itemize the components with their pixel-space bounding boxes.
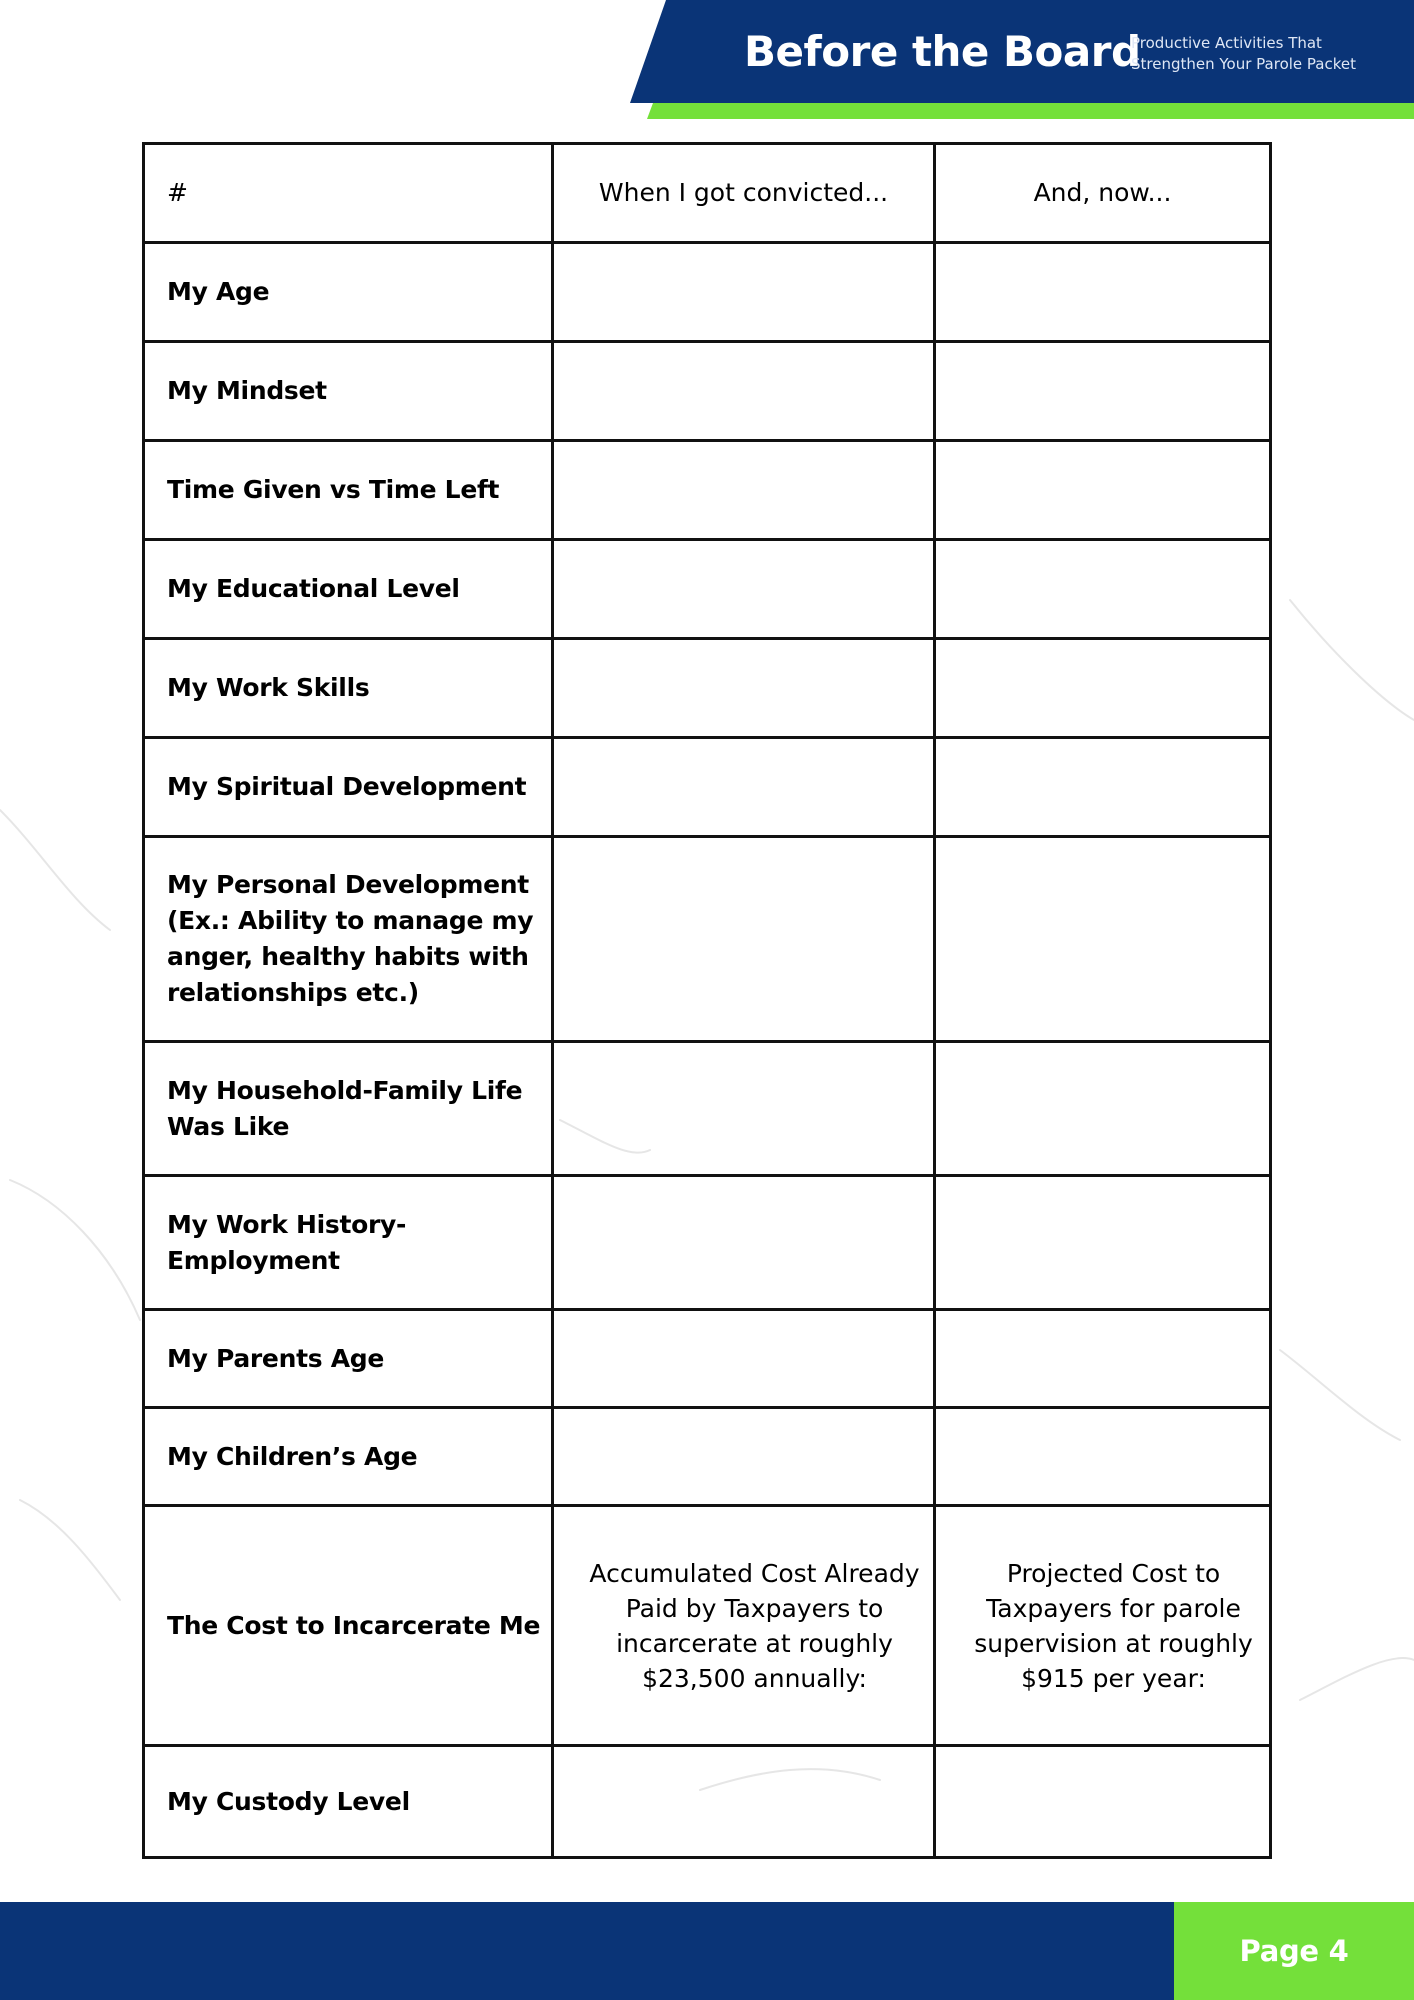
then-cell[interactable]: [553, 540, 935, 639]
table-row: [144, 738, 1271, 837]
page-number: Page 4: [1239, 1934, 1349, 1968]
now-cell[interactable]: [935, 639, 1271, 738]
now-cell[interactable]: [935, 1408, 1271, 1506]
subtitle-line-1: Productive Activities That: [1131, 34, 1322, 52]
now-cell[interactable]: [935, 1042, 1271, 1176]
row-label: My Work Skills: [144, 639, 553, 738]
then-cell[interactable]: [553, 1042, 935, 1176]
row-label: My Spiritual Development: [144, 738, 553, 837]
page-number-badge: [1174, 1902, 1414, 2000]
accumulated-cost-note: Accumulated Cost Already Paid by Taxpayers to incarcerate at roughly $23,500 annually:: [553, 1506, 935, 1746]
comparison-table: [142, 142, 1272, 1859]
row-label: My Work History-Employment: [144, 1176, 553, 1310]
table-row: [144, 1310, 1271, 1408]
header-cell-and-now: And, now...: [935, 144, 1271, 243]
now-cell[interactable]: [935, 1176, 1271, 1310]
header-cell-when-convicted: When I got convicted...: [553, 144, 935, 243]
then-cell[interactable]: [553, 1408, 935, 1506]
table-row: [144, 837, 1271, 1042]
row-label: Time Given vs Time Left: [144, 441, 553, 540]
table-row: [144, 1176, 1271, 1310]
row-label: My Age: [144, 243, 553, 342]
row-label: The Cost to Incarcerate Me: [144, 1506, 553, 1746]
row-label: My Personal Development (Ex.: Ability to manage my anger, healthy habits with relationships etc.): [144, 837, 553, 1042]
row-label: My Parents Age: [144, 1310, 553, 1408]
now-cell[interactable]: [935, 342, 1271, 441]
row-label: My Custody Level: [144, 1746, 553, 1858]
now-cell[interactable]: [935, 540, 1271, 639]
then-cell[interactable]: [553, 342, 935, 441]
projected-cost-note: Projected Cost to Taxpayers for parole supervision at roughly $915 per year:: [935, 1506, 1271, 1746]
subtitle-line-2: Strengthen Your Parole Packet: [1131, 55, 1356, 73]
now-cell[interactable]: [935, 738, 1271, 837]
then-cell[interactable]: [553, 1310, 935, 1408]
then-cell[interactable]: [553, 837, 935, 1042]
table-row: [144, 342, 1271, 441]
then-cell[interactable]: [553, 1746, 935, 1858]
then-cell[interactable]: [553, 1176, 935, 1310]
table-row: [144, 639, 1271, 738]
table-header-row: [144, 144, 1271, 243]
header-cell-number: #: [144, 144, 553, 243]
row-label: My Household-Family Life Was Like: [144, 1042, 553, 1176]
document-title: Before the Board: [744, 27, 1141, 76]
then-cell[interactable]: [553, 243, 935, 342]
table-row: [144, 441, 1271, 540]
now-cell[interactable]: [935, 1746, 1271, 1858]
table-row: [144, 1746, 1271, 1858]
table-row: [144, 243, 1271, 342]
document-subtitle: [1131, 33, 1411, 75]
now-cell[interactable]: [935, 837, 1271, 1042]
header-accent-bar: [647, 103, 1414, 119]
row-label: My Educational Level: [144, 540, 553, 639]
then-cell[interactable]: [553, 639, 935, 738]
then-cell[interactable]: [553, 441, 935, 540]
now-cell[interactable]: [935, 1310, 1271, 1408]
table-row: [144, 1506, 1271, 1746]
row-label: My Mindset: [144, 342, 553, 441]
footer-bar: [0, 1902, 1174, 2000]
table-row: [144, 1042, 1271, 1176]
row-label: My Children’s Age: [144, 1408, 553, 1506]
now-cell[interactable]: [935, 441, 1271, 540]
table-row: [144, 1408, 1271, 1506]
now-cell[interactable]: [935, 243, 1271, 342]
then-cell[interactable]: [553, 738, 935, 837]
table-row: [144, 540, 1271, 639]
